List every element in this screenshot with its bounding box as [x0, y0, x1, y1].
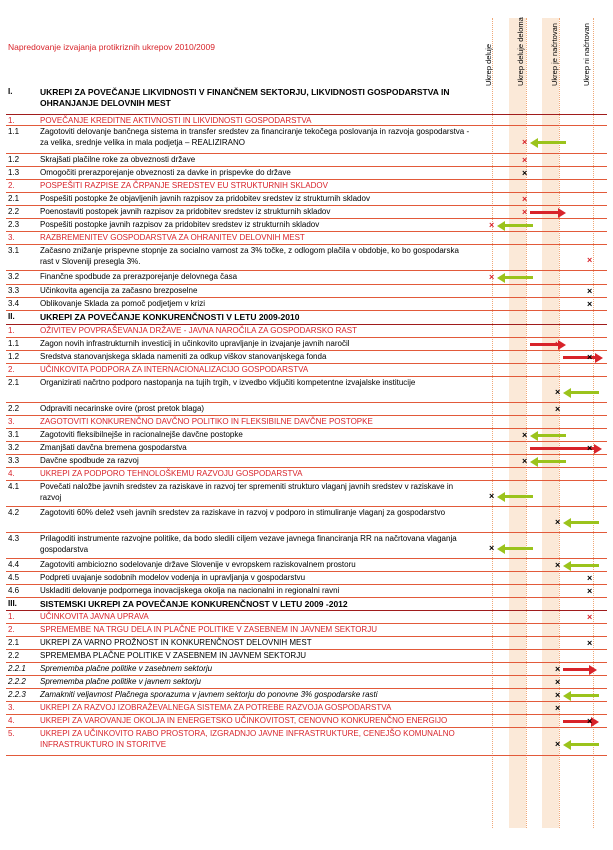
row-text: UKREPI ZA POVEČANJE KONKURENČNOSTI V LETU 2009-2010 — [40, 312, 300, 322]
status-mark-icon: × — [587, 351, 593, 362]
arrow-right-icon — [563, 665, 597, 675]
status-mark-icon: × — [555, 702, 561, 713]
measure-row — [0, 351, 613, 364]
status-mark-icon: × — [555, 387, 561, 397]
section-heading-row — [0, 86, 613, 115]
row-text: Davčne spodbude za razvoj — [40, 456, 139, 465]
status-mark-icon: × — [522, 193, 528, 204]
status-mark-icon: × — [555, 338, 561, 349]
arrow-right-icon — [563, 717, 599, 727]
arrow-left-icon — [563, 388, 599, 398]
row-number: 2.1 — [8, 194, 20, 203]
status-mark-icon: × — [522, 429, 528, 440]
row-text: SISTEMSKI UKREPI ZA POVEČANJE KONKURENČNOST V LETU 2009 -2012 — [40, 599, 348, 609]
row-number: 1. — [8, 612, 15, 621]
group-heading-row — [0, 364, 613, 377]
row-text: UČINKOVITA PODPORA ZA INTERNACIONALIZACIJO GOSPODARSTVA — [40, 365, 309, 374]
row-text: UKREPI ZA POVEČANJE LIKVIDNOSTI V FINANČNEM SEKTORJU, LIKVIDNOSTI GOSPODARSTVA IN OHRANJANJE DELOVNIH MEST — [40, 87, 450, 108]
status-mark-icon: × — [555, 403, 561, 414]
row-text: Sprememba plačne politike v zasebnem sektorju — [40, 664, 213, 673]
row-number: 1. — [8, 116, 15, 125]
row-text: Zagotoviti fleksibilnejše in racionalnejše davčne postopke — [40, 430, 243, 439]
status-mark-icon: × — [489, 543, 495, 553]
arrow-left-icon — [497, 492, 533, 502]
row-number: 3. — [8, 417, 15, 426]
measure-row — [0, 285, 613, 298]
column-header-ni-nacrtovan: Ukrep ni načrtovan — [582, 23, 591, 86]
status-mark-icon: × — [587, 637, 593, 648]
row-number: 3.3 — [8, 286, 20, 295]
group-heading-row — [0, 728, 613, 756]
group-heading-row — [0, 611, 613, 624]
measure-row — [0, 271, 613, 285]
row-text: Pospešiti postopke že objavljenih javnih razpisov za pridobitev sredstev iz strukturnih skladov — [40, 194, 370, 203]
row-text: Odpraviti necarinske ovire (prost pretok blaga) — [40, 404, 205, 413]
measure-row — [0, 377, 613, 403]
row-text: Zagotoviti ambiciozno sodelovanje države Slovenije v evropskem raziskovalnem prostoru — [40, 560, 356, 569]
row-text: Organizirati načrtno podporo nastopanja na tujih trgih, v izvedbo vključiti kompetentne izvajalske institucije — [40, 378, 416, 387]
measure-row — [0, 585, 613, 598]
row-number: 2.2.2 — [8, 677, 26, 686]
row-number: 5. — [8, 729, 15, 738]
row-number: 2.3 — [8, 220, 20, 229]
row-number: 2.2 — [8, 404, 20, 413]
measure-row — [0, 481, 613, 507]
group-heading-row — [0, 416, 613, 429]
status-mark-icon: × — [587, 585, 593, 596]
row-text: ZAGOTOVITI KONKURENČNO DAVČNO POLITIKO IN FLEKSIBILNE DAVČNE POSTOPKE — [40, 417, 373, 426]
group-heading-row — [0, 180, 613, 193]
row-number: 2.2 — [8, 651, 20, 660]
column-header-deluje: Ukrep deluje — [484, 43, 493, 86]
arrow-left-icon — [563, 561, 599, 571]
group-heading-row — [0, 115, 613, 126]
measure-row — [0, 403, 613, 416]
section-heading-row — [0, 311, 613, 325]
row-number: 3.3 — [8, 456, 20, 465]
arrow-left-icon — [497, 544, 533, 554]
row-text: UKREPI ZA VAROVANJE OKOLJA IN ENERGETSKO UČINKOVITOST, CENOVNO KONKURENČNO ENERGIJO — [40, 716, 448, 725]
status-mark-icon: × — [522, 137, 528, 147]
row-text: Podpreti uvajanje sodobnih modelov vodenja in upravljanja v gospodarstvu — [40, 573, 306, 582]
row-number: 4.2 — [8, 508, 20, 517]
measure-row — [0, 167, 613, 180]
column-header-nacrtovan: Ukrep je načrtovan — [550, 23, 559, 86]
measure-row — [0, 650, 613, 663]
status-mark-icon: × — [587, 255, 593, 265]
row-number: 2. — [8, 365, 15, 374]
row-number: 4.4 — [8, 560, 20, 569]
status-mark-icon: × — [522, 206, 528, 217]
row-number: 3.2 — [8, 443, 20, 452]
row-number: 2.1 — [8, 638, 20, 647]
measure-row — [0, 507, 613, 533]
status-mark-icon: × — [489, 491, 495, 501]
row-text: Pospešiti postopke javnih razpisov za pridobitev sredstev iz strukturnih skladov — [40, 220, 320, 229]
row-number: II. — [8, 312, 15, 321]
measure-row — [0, 442, 613, 455]
group-heading-row — [0, 325, 613, 338]
row-text: POSPEŠITI RAZPISE ZA ČRPANJE SREDSTEV EU STRUKTURNIH SKLADOV — [40, 181, 328, 190]
row-text: Prilagoditi instrumente razvojne politike, da bodo sledili ciljem vezave javnega financiranja RR na načrtovana vlaganja gospodarstva — [40, 534, 457, 554]
row-text: Uskladiti delovanje podpornega inovacijskega okolja na nacionalni in regionalni ravni — [40, 586, 340, 595]
row-number: 4. — [8, 716, 15, 725]
measure-row — [0, 219, 613, 232]
measure-row — [0, 689, 613, 702]
measure-row — [0, 429, 613, 442]
arrow-left-icon — [563, 518, 599, 528]
arrow-right-icon — [530, 208, 566, 218]
row-text: Zagotoviti delovanje bančnega sistema in transfer sredstev za financiranje tekočega poslovanja in razvoja gospodarstva - za velika, srednje velika in mala podjetja – REALIZIRANO — [40, 127, 470, 147]
row-number: 2. — [8, 625, 15, 634]
status-mark-icon: × — [555, 663, 561, 674]
measure-row — [0, 676, 613, 689]
row-text: UKREPI ZA VARNO PROŽNOST IN KONKURENČNOST DELOVNIH MEST — [40, 638, 312, 647]
row-number: 2.2.1 — [8, 664, 26, 673]
measure-row — [0, 206, 613, 219]
row-text: UKREPI ZA PODPORO TEHNOLOŠKEMU RAZVOJU GOSPODARSTVA — [40, 469, 303, 478]
row-text: Zagotoviti 60% delež vseh javnih sredstev za raziskave in razvoj v podporo in stimuliranje vlaganj za gospodarstvo — [40, 508, 446, 517]
column-header-deloma: Ukrep deluje deloma — [516, 17, 525, 86]
row-number: 2. — [8, 181, 15, 190]
arrow-left-icon — [530, 138, 566, 148]
measure-row — [0, 637, 613, 650]
group-heading-row — [0, 702, 613, 715]
measure-row — [0, 154, 613, 167]
arrow-right-icon — [530, 340, 566, 350]
row-number: 3.4 — [8, 299, 20, 308]
row-number: 3.2 — [8, 272, 20, 281]
row-text: UKREPI ZA RAZVOJ IZOBRAŽEVALNEGA SISTEMA ZA POTREBE RAZVOJA GOSPODARSTVA — [40, 703, 392, 712]
arrow-left-icon — [497, 273, 533, 283]
status-mark-icon: × — [587, 442, 593, 453]
row-text: Povečati naložbe javnih sredstev za raziskave in razvoj ter spremeniti strukturo vlaganj javnih sredstev v raziskave in razvoj — [40, 482, 454, 502]
group-heading-row — [0, 232, 613, 245]
status-mark-icon: × — [587, 298, 593, 309]
status-mark-icon: × — [555, 517, 561, 527]
row-number: 3. — [8, 233, 15, 242]
status-mark-icon: × — [555, 689, 561, 700]
section-heading-row — [0, 598, 613, 611]
measure-row — [0, 126, 613, 154]
row-text: OŽIVITEV POVPRAŠEVANJA DRŽAVE - JAVNA NAROČILA ZA GOSPODARSKO RAST — [40, 326, 357, 335]
row-text: Začasno znižanje prispevne stopnje za socialno varnost za 3% točke, z odlogom plačila v obdobje, ko bo gospodarska rast v Sloveniji presegla 3%. — [40, 246, 459, 266]
arrow-right-icon — [563, 353, 603, 363]
row-text: RAZBREMENITEV GOSPODARSTVA ZA OHRANITEV DELOVNIH MEST — [40, 233, 305, 242]
group-heading-row — [0, 715, 613, 728]
measure-row — [0, 338, 613, 351]
row-number: 2.1 — [8, 378, 20, 387]
status-mark-icon: × — [555, 739, 561, 749]
row-number: 1.1 — [8, 339, 20, 348]
row-text: Zagon novih infrastrukturnih investicij in učinkovito upravljanje in izvajanje javnih naročil — [40, 339, 350, 348]
row-text: POVEČANJE KREDITNE AKTIVNOSTI IN LIKVIDNOSTI GOSPODARSTVA — [40, 116, 312, 125]
arrow-left-icon — [563, 691, 599, 701]
arrow-left-icon — [530, 457, 566, 467]
row-text: Zmanjšati davčna bremena gospodarstva — [40, 443, 187, 452]
status-mark-icon: × — [522, 167, 528, 178]
row-number: 2.2 — [8, 207, 20, 216]
status-mark-icon: × — [489, 219, 495, 230]
row-text: Sredstva stanovanjskega sklada nameniti za odkup viškov stanovanjskega fonda — [40, 352, 327, 361]
status-mark-icon: × — [522, 154, 528, 165]
row-number: 4. — [8, 469, 15, 478]
row-number: 2.2.3 — [8, 690, 26, 699]
row-number: 4.3 — [8, 534, 20, 543]
row-text: Učinkovita agencija za začasno brezposelne — [40, 286, 198, 295]
status-mark-icon: × — [587, 285, 593, 296]
row-text: Finančne spodbude za prerazporejanje delovnega časa — [40, 272, 238, 281]
measure-row — [0, 572, 613, 585]
row-number: 1.3 — [8, 168, 20, 177]
row-number: 3.1 — [8, 430, 20, 439]
page-title: Napredovanje izvajanja protikriznih ukrepov 2010/2009 — [8, 42, 215, 52]
status-mark-icon: × — [587, 611, 593, 622]
arrow-left-icon — [497, 221, 533, 231]
measure-row — [0, 245, 613, 271]
status-mark-icon: × — [587, 715, 593, 726]
measure-row — [0, 533, 613, 559]
row-number: 4.1 — [8, 482, 20, 491]
measure-row — [0, 663, 613, 676]
measure-row — [0, 193, 613, 206]
row-number: 4.6 — [8, 586, 20, 595]
row-text: Omogočiti prerazporejanje obveznosti za davke in prispevke do države — [40, 168, 291, 177]
row-text: SPREMEMBA PLAČNE POLITIKE V ZASEBNEM IN JAVNEM SEKTORJU — [40, 651, 306, 660]
row-text: UČINKOVITA JAVNA UPRAVA — [40, 612, 149, 621]
status-mark-icon: × — [522, 455, 528, 466]
row-text: SPREMEMBE NA TRGU DELA IN PLAČNE POLITIKE V ZASEBNEM IN JAVNEM SEKTORJU — [40, 625, 377, 634]
row-text: Sprememba plačne politike v javnem sektorju — [40, 677, 201, 686]
group-heading-row — [0, 468, 613, 481]
measure-row — [0, 559, 613, 572]
status-mark-icon: × — [555, 559, 561, 570]
row-text: Zamakniti veljavnost Plačnega sporazuma v javnem sektorju do ponovne 3% gospodarske rasti — [40, 690, 378, 699]
row-number: III. — [8, 599, 17, 608]
row-number: 1.2 — [8, 155, 20, 164]
status-mark-icon: × — [489, 272, 495, 282]
row-text: Poenostaviti postopek javnih razpisov za pridobitev sredstev iz strukturnih skladov — [40, 207, 331, 216]
row-number: 1.2 — [8, 352, 20, 361]
row-number: 1.1 — [8, 127, 20, 136]
status-mark-icon: × — [555, 676, 561, 687]
arrow-left-icon — [563, 740, 599, 750]
row-number: 3. — [8, 703, 15, 712]
row-number: 3.1 — [8, 246, 20, 255]
arrow-left-icon — [530, 431, 566, 441]
row-text: Oblikovanje Sklada za pomoč podjetjem v krizi — [40, 299, 205, 308]
row-number: 1. — [8, 326, 15, 335]
measure-row — [0, 455, 613, 468]
row-number: I. — [8, 87, 13, 96]
row-text: UKREPI ZA UČINKOVITO RABO PROSTORA, IZGRADNJO JAVNE INFRASTRUKTURE, CENEJŠO KOMUNALNO INFRASTRUKTURO IN STORITVE — [40, 729, 455, 749]
row-number: 4.5 — [8, 573, 20, 582]
status-mark-icon: × — [587, 572, 593, 583]
measure-row — [0, 298, 613, 311]
group-heading-row — [0, 624, 613, 637]
row-divider — [6, 755, 607, 756]
row-text: Skrajšati plačilne roke za obveznosti države — [40, 155, 196, 164]
